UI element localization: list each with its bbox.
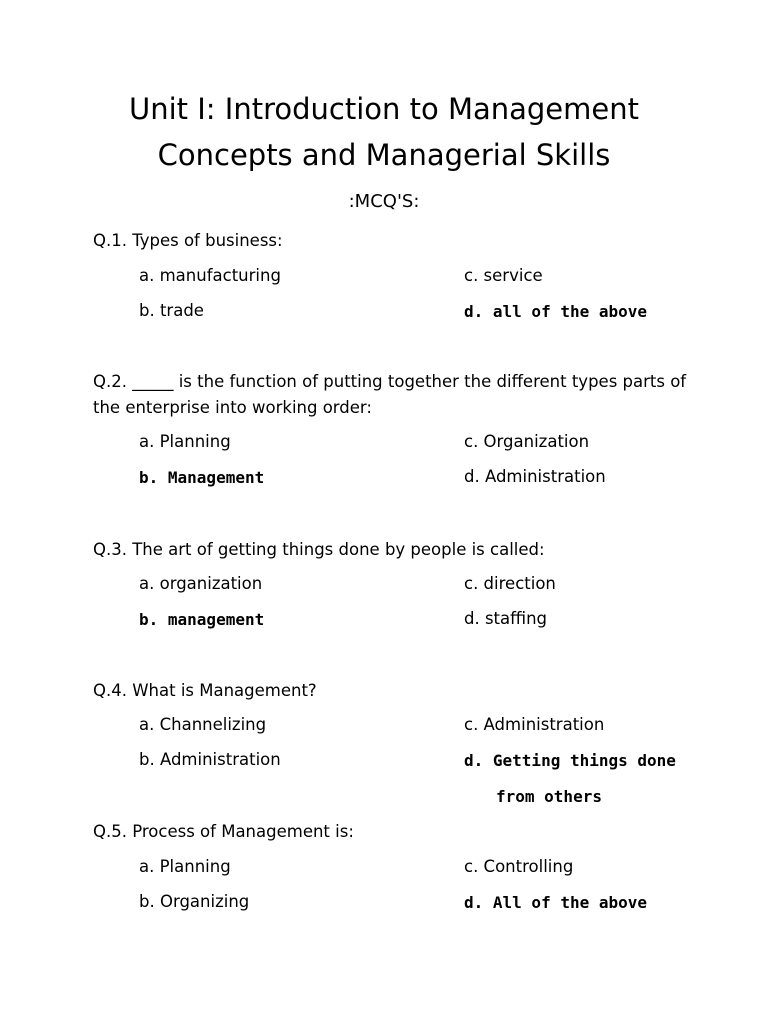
- option-a: a. organization: [139, 574, 263, 593]
- option-d-correct: d. Getting things done: [464, 751, 676, 770]
- option-c: c. Administration: [464, 715, 605, 734]
- option-c: c. service: [464, 266, 543, 285]
- option-d-correct: d. All of the above: [464, 893, 648, 912]
- option-b: b. Administration: [139, 750, 281, 769]
- option-a: a. manufacturing: [139, 266, 281, 285]
- option-a: a. Planning: [139, 432, 231, 451]
- question-text: Q.2. _____ is the function of putting together the different types parts of the enterprise into working order:: [93, 372, 687, 417]
- option-d-correct: d. all of the above: [464, 302, 648, 321]
- option-b: b. trade: [139, 301, 204, 320]
- section-subtitle: :MCQ'S:: [348, 191, 420, 212]
- option-c: c. direction: [464, 574, 556, 593]
- option-d: d. Administration: [464, 467, 606, 486]
- option-b-correct: b. Management: [139, 468, 265, 487]
- option-a: a. Channelizing: [139, 715, 267, 734]
- option-b: b. Organizing: [139, 892, 250, 911]
- option-b-correct: b. management: [139, 610, 265, 629]
- question-text: Q.5. Process of Management is:: [93, 822, 354, 841]
- option-d-continuation: from others: [496, 787, 602, 806]
- page-title-line-2: Concepts and Managerial Skills: [157, 138, 611, 172]
- option-d: d. staffing: [464, 609, 548, 628]
- option-c: c. Controlling: [464, 857, 574, 876]
- question-text: Q.3. The art of getting things done by people is called:: [93, 540, 545, 559]
- page-title-line-1: Unit I: Introduction to Management: [129, 92, 639, 126]
- question-text: Q.1. Types of business:: [93, 231, 283, 250]
- option-c: c. Organization: [464, 432, 590, 451]
- question-text: Q.4. What is Management?: [93, 681, 317, 700]
- option-a: a. Planning: [139, 857, 231, 876]
